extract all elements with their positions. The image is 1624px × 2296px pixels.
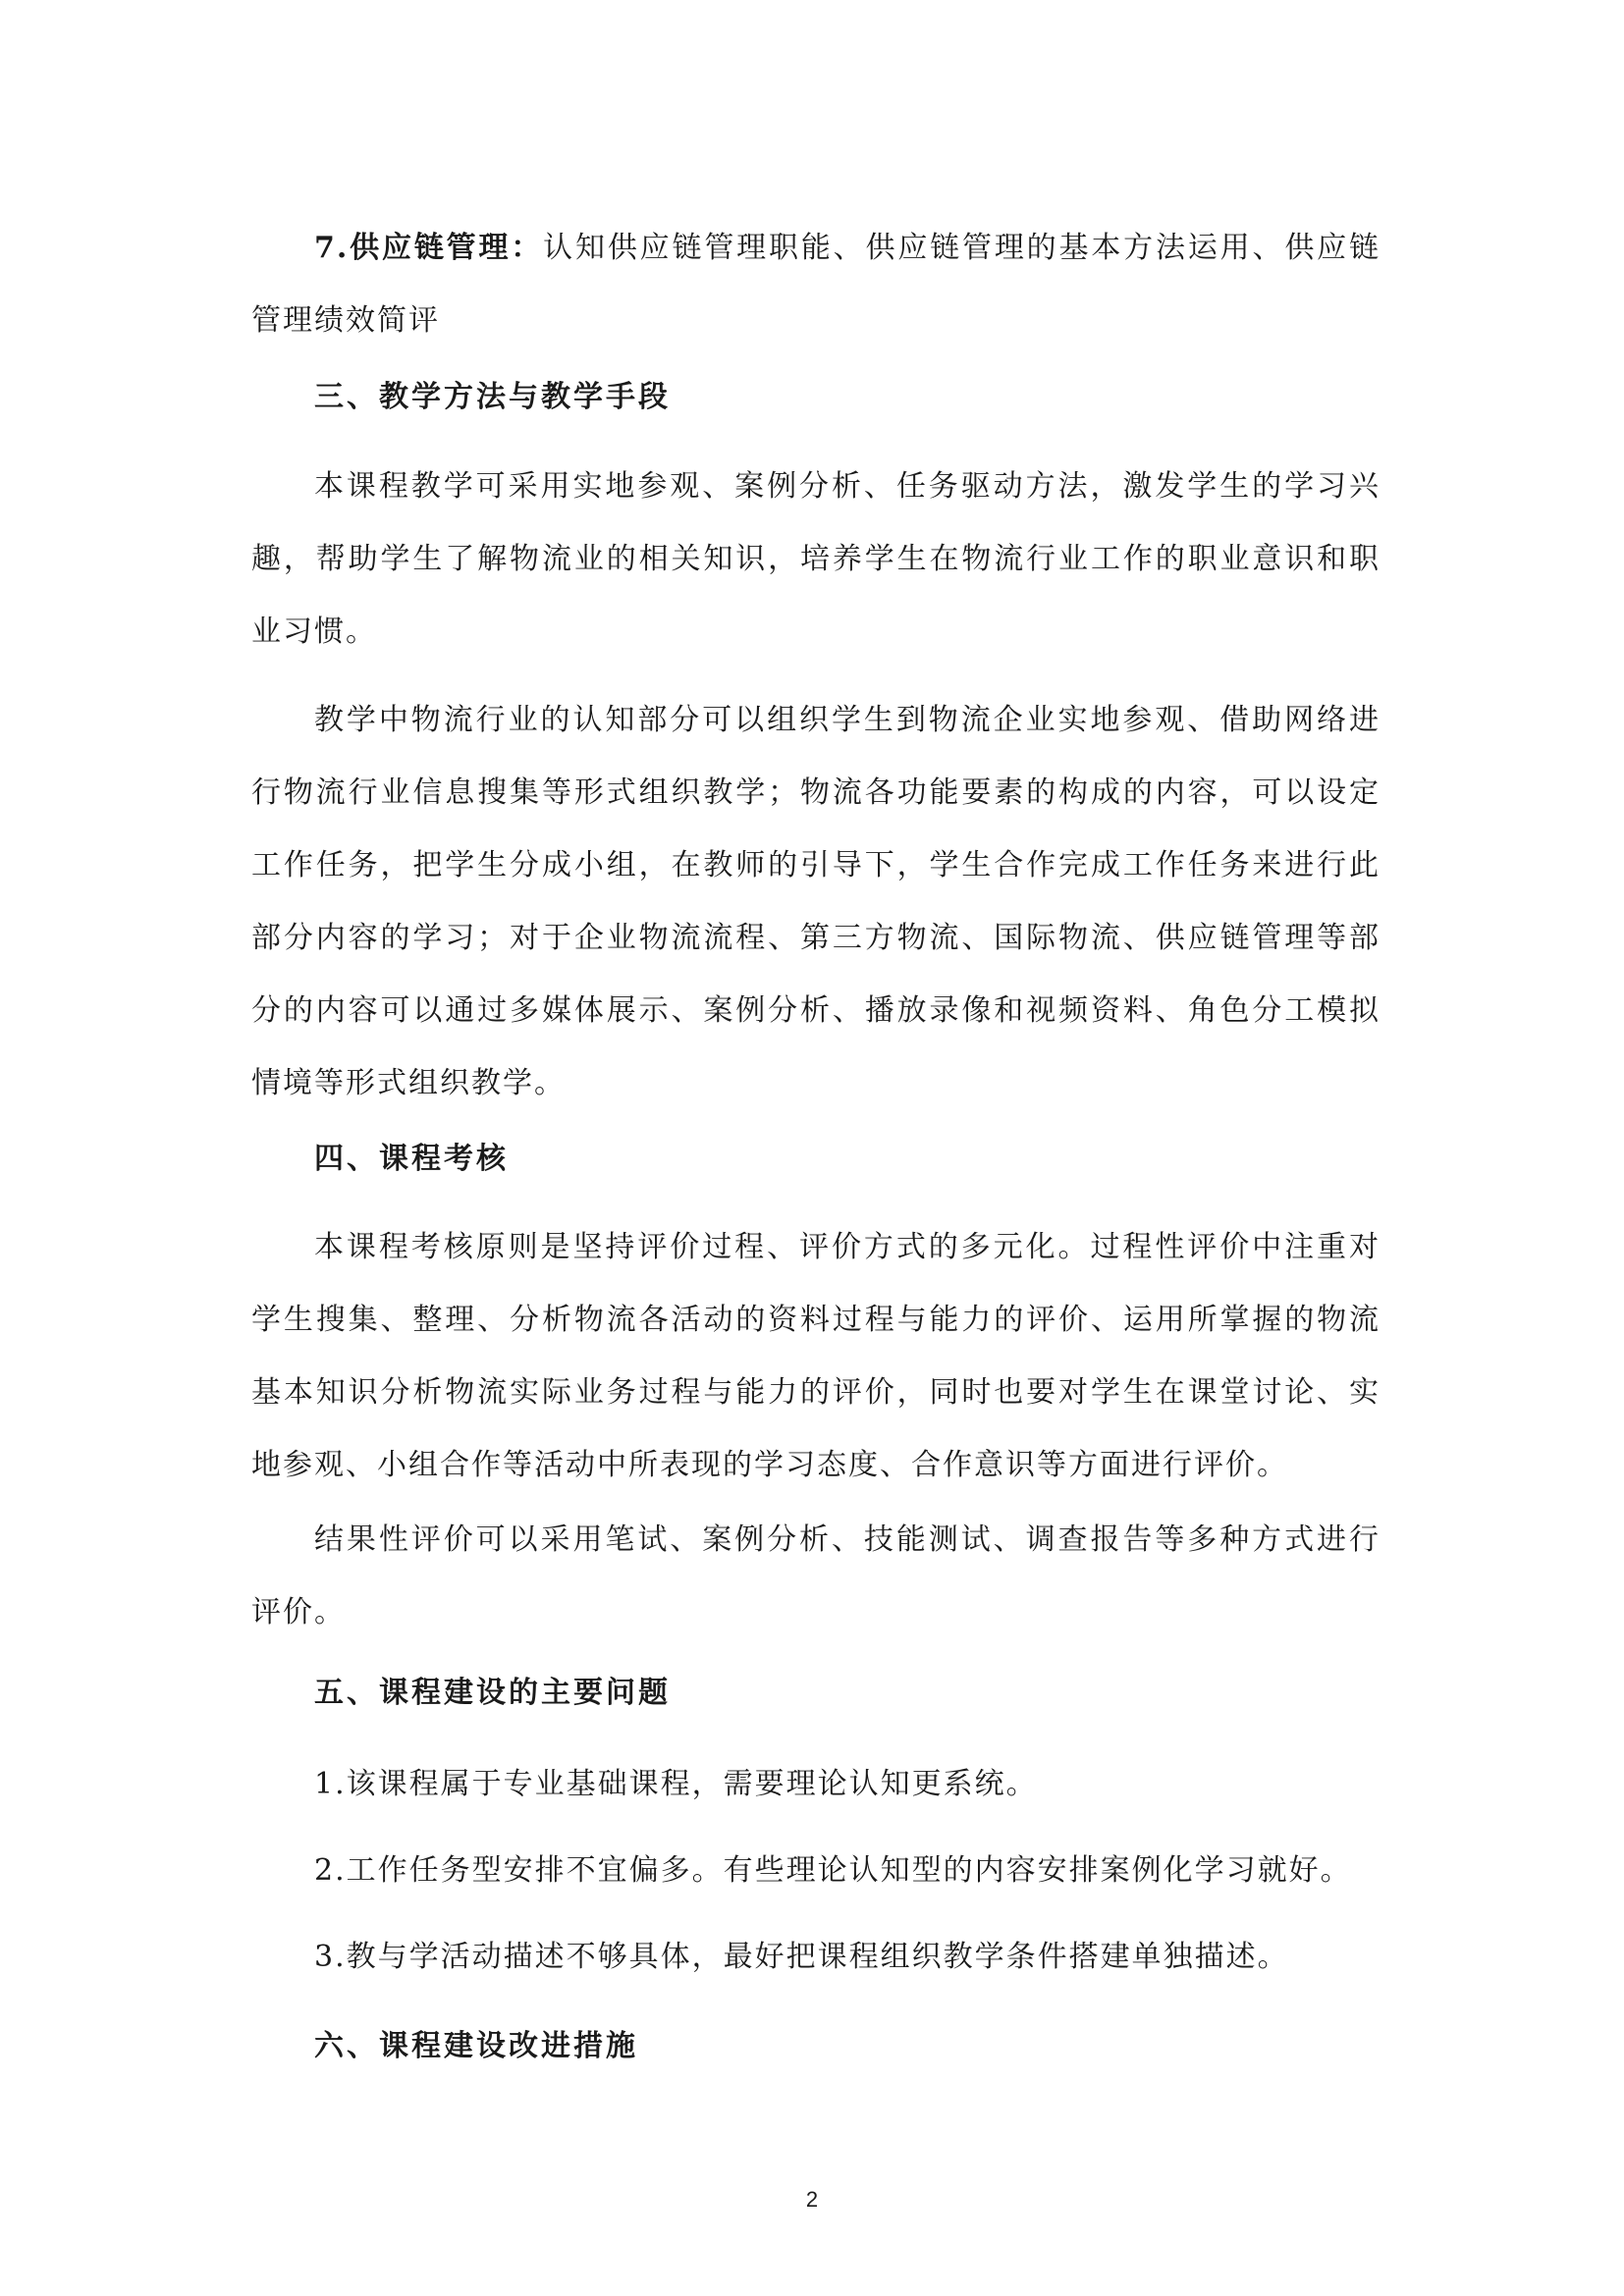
item-body: 认知供应链管理职能、供应链管理的基本方法运用、供应链管理绩效简评 <box>251 231 1380 338</box>
page-number: 2 <box>805 2187 819 2212</box>
list-item-2: 2.工作任务型安排不宜偏多。有些理论认知型的内容安排案例化学习就好。 <box>314 1853 1352 1888</box>
section-heading-3: 三、教学方法与教学手段 <box>314 380 671 414</box>
section-heading-4: 四、课程考核 <box>314 1142 509 1176</box>
supply-chain-item <box>251 212 1380 357</box>
paragraph-summative-evaluation: 结果性评价可以采用笔试、案例分析、技能测试、调查报告等多种方式进行评价。 <box>251 1522 1380 1629</box>
paragraph-teaching-methods: 本课程教学可采用实地参观、案例分析、任务驱动方法，激发学生的学习兴趣，帮助学生了解物流业的相关知识，培养学生在物流行业工作的职业意识和职业习惯。 <box>251 469 1380 649</box>
list-item-3: 3.教与学活动描述不够具体，最好把课程组织教学条件搭建单独描述。 <box>314 1940 1289 1974</box>
list-item-1: 1.该课程属于专业基础课程，需要理论认知更系统。 <box>314 1767 1038 1801</box>
item-heading: 7.供应链管理： <box>314 231 544 265</box>
paragraph-teaching-organization: 教学中物流行业的认知部分可以组织学生到物流企业实地参观、借助网络进行物流行业信息搜集等形式组织教学；物流各功能要素的构成的内容，可以设定工作任务，把学生分成小组，在教师的引导下，学生合作完成工作任务来进行此部分内容的学习；对于企业物流流程、第三方物流、国际物流、供应链管理等部分的内容可以通过多媒体展示、案例分析、播放录像和视频资料、角色分工模拟情境等形式组织教学。 <box>251 703 1380 1100</box>
section-heading-5: 五、课程建设的主要问题 <box>314 1676 671 1710</box>
section-heading-6: 六、课程建设改进措施 <box>314 2029 638 2063</box>
paragraph-assessment-principle: 本课程考核原则是坚持评价过程、评价方式的多元化。过程性评价中注重对学生搜集、整理、分析物流各活动的资料过程与能力的评价、运用所掌握的物流基本知识分析物流实际业务过程与能力的评价，同时也要对学生在课堂讨论、实地参观、小组合作等活动中所表现的学习态度、合作意识等方面进行评价。 <box>251 1230 1380 1482</box>
